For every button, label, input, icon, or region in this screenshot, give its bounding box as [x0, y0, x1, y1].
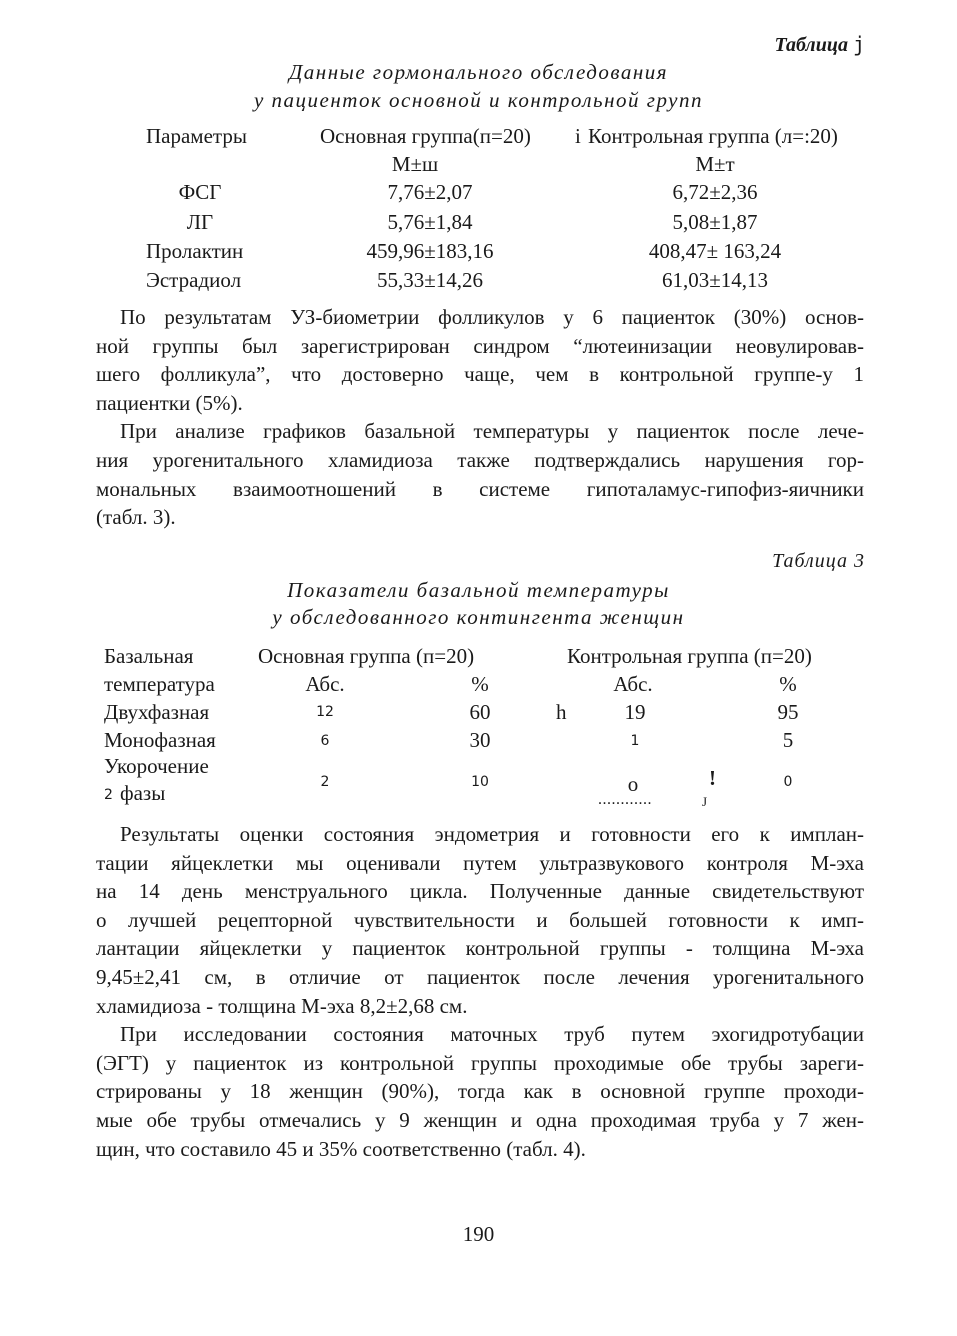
text-line: на 14 день менструального цикла. Полученные данные свидетельствуют [96, 879, 864, 904]
table-3-header-param-line-1: Базальная [104, 644, 194, 668]
text-line: хламидиоза - толщина М-эха 8,2±2,68 см. [96, 993, 468, 1018]
table-3-label: Таблица 3 [772, 550, 865, 572]
table-3-cell-dots: ............ [598, 791, 652, 808]
text-line: При анализе графиков базальной температуры у пациенток после лече- [120, 419, 864, 444]
table-3-cell-param: Двухфазная [104, 700, 210, 724]
table-2-cell-control: 6,72±2,36 [672, 180, 758, 204]
table-3-caption-line-1: Показатели базальной температуры [287, 578, 670, 602]
table-2-subheader-control: М±т [695, 152, 735, 176]
table-3-header-main: Основная группа (п=20) [258, 644, 475, 668]
table-3-subheader-control-abs: Абс. [613, 672, 653, 696]
table-3-cell-main-abs: 6 [320, 733, 330, 749]
table-3-cell-main-pct: 60 [469, 700, 491, 724]
table-2-cell-control: 408,47± 163,24 [648, 239, 782, 263]
table-2-cell-control: 5,08±1,87 [672, 210, 758, 234]
body-text-block-1 [96, 303, 864, 532]
table-3-cell-main-abs: 12 [316, 704, 334, 720]
text-line: ния урогенитального хламидиоза также подтверждались нарушения гор- [96, 447, 864, 472]
table-2-cell-param: ЛГ [186, 210, 214, 234]
table-2-cell-control: 61,03±14,13 [661, 268, 769, 292]
page-number: 190 [462, 1222, 495, 1246]
text-line: При исследовании состояния маточных труб путем эхогидротубации [120, 1022, 864, 1047]
table-3-cell-control-abs: 1 [630, 733, 640, 749]
table-3-subheader-main-abs: Абс. [305, 672, 345, 696]
table-2-cell-main: 7,76±2,07 [387, 180, 473, 204]
table-3-cell-main-pct: 10 [471, 774, 489, 790]
paragraph [96, 303, 864, 417]
table-3-cell-mark: h [556, 700, 567, 724]
text-line: шего фолликула”, что достоверно чаще, чем в контрольной группе-у 1 [96, 362, 864, 387]
table-2-header-param: Параметры [146, 124, 247, 148]
text-line: (ЭГТ) у пациенток из контрольной группы проходимые обе трубы зареги- [96, 1050, 864, 1075]
table-2-caption-line-1: Данные гормонального обследования [288, 60, 669, 84]
text-line: ной группы был зарегистрирован синдром “лютеинизации неовулировав- [96, 333, 864, 358]
table-3-cell-mark-1: ! [709, 766, 716, 790]
table-2-header-separator: i [575, 124, 581, 148]
table-3-caption-line-2: у обследованного контингента женщин [272, 605, 685, 629]
table-2-cell-param: ФСГ [178, 180, 222, 204]
table-3-cell-control-abs: 19 [624, 700, 646, 724]
text-line: мые обе трубы отмечались у 9 женщин и одна проходимая труба у 7 жен- [96, 1107, 864, 1132]
table-2-cell-main: 55,33±14,26 [376, 268, 484, 292]
text-line: стрированы у 18 женщин (90%), тогда как в основной группе проходи- [96, 1079, 864, 1104]
table-2-caption-line-2: у пациенток основной и контрольной групп [253, 88, 704, 112]
table-3-cell-main-abs: 2 [320, 774, 330, 790]
table-3-header-param-line-2: температура [104, 672, 215, 696]
table-3-cell-control-pct: 95 [777, 700, 799, 724]
text-line: пациентки (5%). [96, 390, 243, 415]
table-2-cell-param: Эстрадиол [146, 268, 242, 292]
text-line: о лучшей рецепторной чувствительности и большей готовности к имп- [96, 907, 864, 932]
table-2-header-control: Контрольная группа (л=:20) [588, 124, 838, 148]
table-2-label [774, 32, 865, 57]
table-3-cell-param-line-1: Укорочение [104, 754, 209, 778]
table-2-label-number: j [852, 32, 865, 56]
table-3-cell-param-number: 2 [104, 787, 113, 803]
table-2-subheader-main: M±ш [391, 152, 439, 176]
table-3-header-control: Контрольная группа (п=20) [567, 644, 812, 668]
table-3-cell-control-pct: 5 [782, 728, 794, 752]
table-3-cell-control-abs: о [627, 772, 639, 796]
table-2-cell-main: 459,96±183,16 [366, 239, 494, 263]
text-line: По результатам УЗ-биометрии фолликулов у 6 пациенток (30%) основ- [120, 305, 864, 329]
table-3-cell-control-pct: 0 [783, 774, 793, 790]
paragraph [96, 820, 864, 1020]
text-line: лантации яйцеклетки у пациенток контрольной группы - толщина М-эха [96, 936, 864, 961]
table-2-cell-main: 5,76±1,84 [387, 210, 473, 234]
table-3-subheader-main-pct: % [471, 672, 489, 696]
body-text-block-2 [96, 820, 864, 1163]
table-3-cell-param-line-2: фазы [120, 781, 166, 805]
table-2-header-main: Основная группа(п=20) [320, 124, 531, 148]
text-line: мональных взаимоотношений в системе гипоталамус-гипофиз-яичники [96, 476, 864, 501]
table-2-label-word: Таблица [774, 34, 848, 56]
table-3-subheader-control-pct: % [779, 672, 797, 696]
paragraph [96, 417, 864, 531]
text-line: тации яйцеклетки мы оценивали путем ультразвукового контроля М-эха [96, 850, 864, 875]
table-3-cell-mark-2: J [702, 794, 708, 809]
table-2-cell-param: Пролактин [146, 239, 244, 263]
paragraph [96, 1020, 864, 1163]
table-3-cell-main-pct: 30 [469, 728, 491, 752]
text-line: Результаты оценки состояния эндометрия и готовности его к имплан- [120, 822, 864, 846]
table-3-cell-param: Монофазная [104, 728, 216, 752]
text-line: (табл. 3). [96, 505, 176, 530]
text-line: 9,45±2,41 см, в отличие от пациенток после лечения урогенитального [96, 964, 864, 989]
text-line: щин, что составило 45 и 35% соответственно (табл. 4). [96, 1136, 586, 1161]
